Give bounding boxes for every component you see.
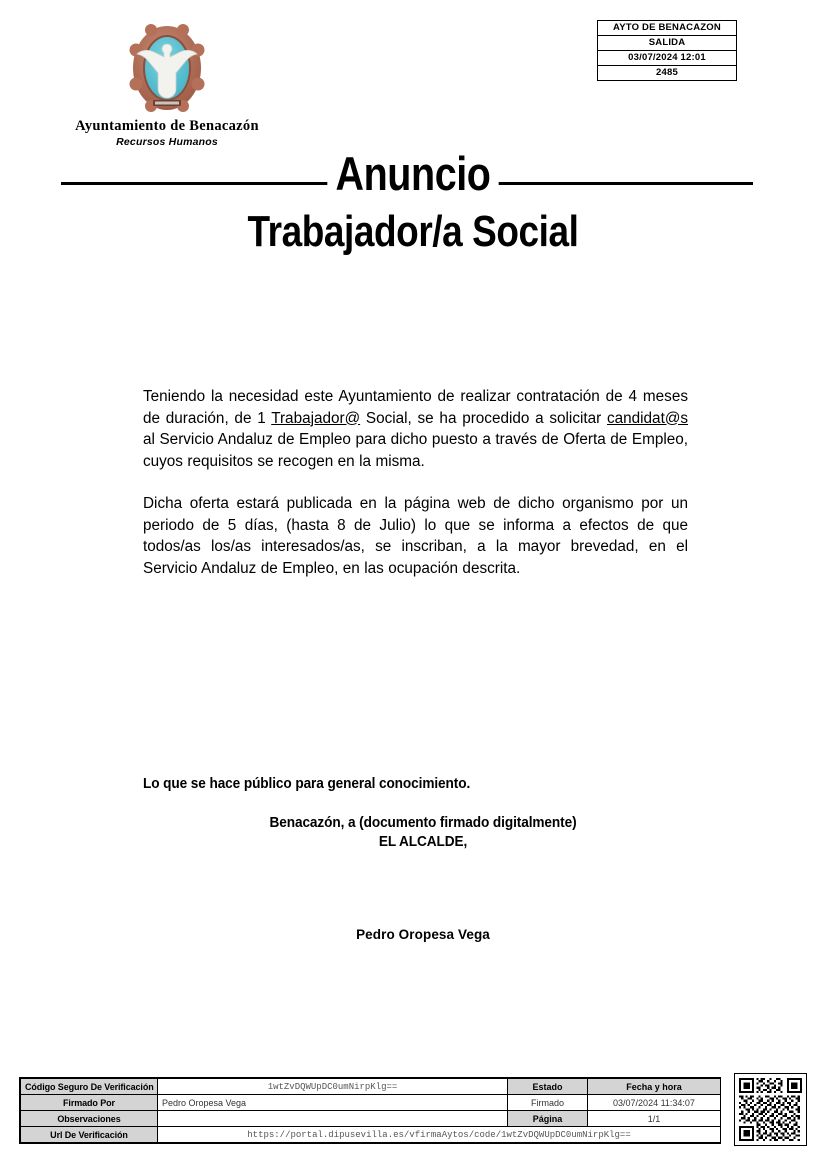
- value-url-verificacion[interactable]: https://portal.dipusevilla.es/vfirmaAytos/code/1wtZvDQWUpDC0umNirpKlg==: [158, 1127, 721, 1143]
- letterhead: [62, 24, 272, 148]
- signer-name: Pedro Oropesa Vega: [356, 927, 490, 942]
- stamp-type: SALIDA: [598, 36, 736, 51]
- table-row: [21, 1095, 721, 1111]
- label-url-verificacion: Url De Verificación: [21, 1127, 158, 1143]
- p1-underline-candidatos: candidat@s: [606, 409, 688, 427]
- header-estado: Estado: [508, 1079, 588, 1095]
- stamp-number: 2485: [598, 66, 736, 81]
- verification-footer: [19, 1077, 721, 1144]
- document-body: [143, 386, 688, 600]
- page-subtitle: Trabajador/a Social: [247, 207, 579, 256]
- p1-part3: al Servicio Andaluz de Empleo para dicho puesto a través de Oferta de Empleo, cuyos requisitos se recogen en la misma.: [143, 431, 688, 470]
- header-pagina: Página: [508, 1111, 588, 1127]
- value-estado: Firmado: [508, 1095, 588, 1111]
- p1-underline-trabajador: Trabajador@: [271, 409, 361, 427]
- signature-block: [160, 814, 686, 852]
- department-name: Recursos Humanos: [116, 136, 218, 148]
- paragraph-1: [143, 386, 688, 472]
- stamp-datetime: 03/07/2024 12:01: [598, 51, 736, 66]
- label-firmado-por: Firmado Por: [21, 1095, 158, 1111]
- signature-role-line: EL ALCALDE,: [378, 834, 468, 850]
- value-observaciones: [158, 1111, 508, 1127]
- label-observaciones: Observaciones: [21, 1111, 158, 1127]
- verification-table: [20, 1078, 721, 1143]
- page-title: [66, 148, 760, 200]
- value-csv: 1wtZvDQWUpDC0umNirpKlg==: [158, 1079, 508, 1095]
- value-fecha-hora: 03/07/2024 11:34:07: [588, 1095, 721, 1111]
- page-title-text: Anuncio: [327, 147, 499, 200]
- value-pagina: 1/1: [588, 1111, 721, 1127]
- label-csv: Código Seguro De Verificación: [21, 1079, 158, 1095]
- p1-part1: Teniendo la necesidad este Ayuntamiento de realizar contratación de 4 meses de duración, de 1: [143, 388, 688, 427]
- entity-name: Ayuntamiento de Benacazón: [75, 118, 259, 134]
- stamp-entity: AYTO DE BENACAZON: [598, 21, 736, 36]
- table-row: [21, 1079, 721, 1095]
- table-row: [21, 1111, 721, 1127]
- table-row: [21, 1127, 721, 1143]
- public-notice-line: Lo que se hace público para general conocimiento.: [143, 776, 471, 792]
- value-firmado-por: Pedro Oropesa Vega: [158, 1095, 508, 1111]
- signature-place-line: Benacazón, a (documento firmado digitalmente): [269, 815, 577, 831]
- qr-code-icon[interactable]: [734, 1073, 807, 1146]
- p1-part2: Social, se ha procedido a solicitar: [360, 409, 607, 427]
- benacazon-coat-of-arms-icon: [129, 24, 205, 112]
- paragraph-2: Dicha oferta estará publicada en la página web de dicho organismo por un periodo de 5 días, (hasta 8 de Julio) lo que se informa a efectos de que todos/as los/as interesados/as, se inscriban, a la mayor brevedad, en el Servicio Andaluz de Empleo, en las ocupación descrita.: [143, 495, 688, 577]
- registry-stamp: [597, 20, 737, 81]
- header-fecha-hora: Fecha y hora: [588, 1079, 721, 1095]
